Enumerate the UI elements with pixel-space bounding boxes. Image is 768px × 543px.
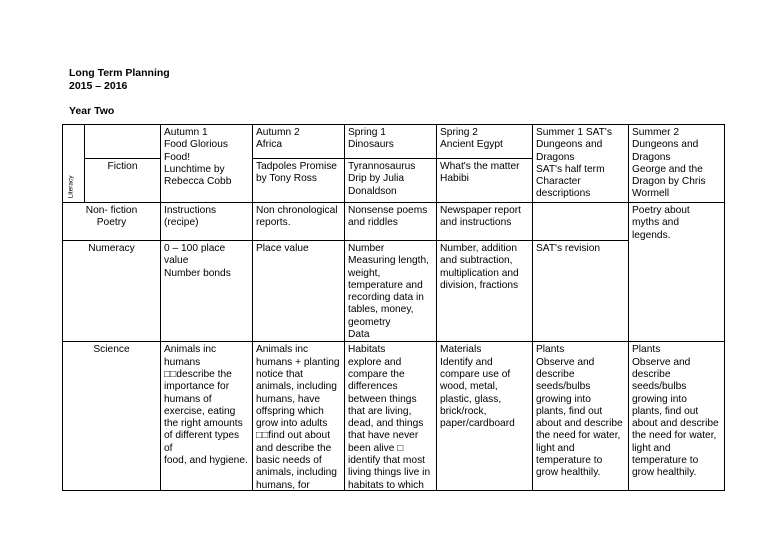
cell-line: exercise, eating	[164, 405, 236, 417]
nonfiction-autumn-2	[253, 203, 345, 241]
cell-line: growing into	[632, 393, 687, 405]
cell-line: humans	[164, 356, 201, 368]
numeracy-spring-2	[437, 241, 533, 342]
cell-line: George and the	[632, 163, 703, 175]
cell-line: Spring 2	[440, 127, 478, 138]
row-numeracy	[63, 241, 725, 342]
cell-line: Autumn 2	[256, 127, 300, 138]
cell-line: recording data in	[348, 292, 424, 304]
fiction-label: Fiction	[85, 159, 161, 203]
cell-line: Place value	[256, 243, 309, 254]
topics-label-cell	[85, 125, 161, 159]
cell-line: the need for water,	[536, 430, 621, 442]
cell-line: Identify and	[440, 356, 493, 368]
science-autumn-1	[161, 342, 253, 491]
cell-line: Lunchtime by	[164, 163, 225, 175]
cell-line: division, fractions	[440, 279, 519, 291]
cell-line: the need for water,	[632, 430, 717, 442]
cell-line: Materials	[440, 344, 482, 356]
cell-line: value	[164, 255, 189, 267]
literacy-label: Literacy	[67, 175, 75, 198]
fiction-spring-2	[437, 159, 533, 203]
cell-line: Measuring length,	[348, 255, 429, 267]
cell-line: Africa	[256, 139, 283, 151]
science-summer-2	[629, 342, 725, 491]
cell-line: Summer 2	[632, 127, 679, 138]
nonfiction-summer-2	[629, 203, 725, 342]
cell-line: Observe and	[536, 356, 595, 368]
cell-line: Dragons	[632, 151, 671, 163]
cell-line: describe	[536, 368, 575, 380]
cell-line: describe	[632, 368, 671, 380]
cell-line: about and describe	[536, 418, 623, 430]
cell-line: legends.	[632, 229, 671, 241]
cell-line: multiplication and	[440, 267, 519, 279]
nonfiction-spring-2	[437, 203, 533, 241]
cell-line: What's the matter	[440, 161, 520, 172]
cell-line: descriptions	[536, 188, 591, 200]
cell-line: been alive □	[348, 442, 404, 454]
cell-line: Character	[536, 176, 581, 188]
cell-line: seeds/bulbs	[536, 381, 591, 393]
topic-spring-2	[437, 125, 533, 159]
nonfiction-label	[63, 203, 161, 241]
cell-line: habitats to which	[348, 479, 424, 491]
cell-line: Spring 1	[348, 127, 386, 138]
nonfiction-spring-1	[345, 203, 437, 241]
cell-line: Food Glorious	[164, 139, 228, 151]
cell-line: light and	[536, 442, 575, 454]
cell-line: Wormell	[632, 188, 670, 200]
cell-line: Plants	[632, 344, 661, 356]
cell-line: paper/cardboard	[440, 418, 515, 430]
cell-line: compare the	[348, 368, 405, 380]
cell-line: Summer 1 SAT's	[536, 127, 612, 138]
cell-line: geometry	[348, 316, 391, 328]
cell-line: Poetry	[96, 217, 127, 229]
cell-line: Ancient Egypt	[440, 139, 503, 151]
cell-line: Instructions	[164, 205, 217, 216]
cell-line: temperature to	[632, 455, 699, 467]
cell-line: compare use of	[440, 368, 511, 380]
science-spring-1	[345, 342, 437, 491]
row-nonfiction	[63, 203, 725, 241]
cell-line: food, and hygiene.	[164, 455, 248, 467]
planning-title: Long Term Planning	[69, 67, 170, 79]
cell-line: Plants	[536, 344, 565, 356]
planning-table	[62, 124, 725, 491]
cell-line: Dungeons and	[632, 139, 699, 151]
cell-line: about and describe	[632, 418, 719, 430]
year-group: Year Two	[69, 105, 115, 117]
cell-line: identify that most	[348, 455, 426, 467]
cell-line: Observe and	[632, 356, 691, 368]
numeracy-autumn-1	[161, 241, 253, 342]
cell-line: Tyrannosaurus	[348, 161, 416, 172]
topic-summer-2	[629, 125, 725, 203]
cell-line: Drip by Julia	[348, 173, 405, 185]
cell-line: and instructions	[440, 217, 512, 229]
cell-line: humans, for	[256, 479, 310, 491]
cell-line: Dragon by Chris	[632, 176, 706, 188]
cell-line: temperature and	[348, 279, 423, 291]
cell-line: grow into adults	[256, 418, 328, 430]
cell-line: Newspaper report	[440, 205, 521, 216]
science-label: Science	[63, 342, 161, 491]
cell-line: Habitats	[348, 344, 386, 356]
cell-line: wood, metal,	[440, 381, 498, 393]
cell-line: differences	[348, 381, 398, 393]
cell-line: that have never	[348, 430, 419, 442]
topic-summer-1	[533, 125, 629, 203]
cell-line: Autumn 1	[164, 127, 208, 138]
cell-line: explore and	[348, 356, 402, 368]
cell-line: humans, have	[256, 393, 320, 405]
planning-years: 2015 – 2016	[69, 80, 128, 92]
cell-line: Number, addition	[440, 243, 518, 254]
cell-line: of different types of	[164, 430, 240, 454]
cell-line: myths and	[632, 217, 679, 229]
cell-line: SAT's revision	[536, 243, 601, 254]
cell-line: Animals inc	[164, 344, 217, 356]
cell-line: □□describe the	[164, 368, 232, 380]
cell-line: and riddles	[348, 217, 398, 229]
cell-line: Number	[348, 243, 385, 254]
cell-line: □□find out about	[256, 430, 331, 442]
cell-line: grow healthily.	[536, 467, 601, 479]
cell-line: Food!	[164, 151, 191, 163]
cell-line: Number bonds	[164, 267, 231, 279]
row-topics	[63, 125, 725, 159]
cell-line: and subtraction,	[440, 255, 513, 267]
cell-line: plants, find out	[632, 405, 699, 417]
cell-line: Non chronological	[256, 205, 338, 216]
cell-line: animals, including	[256, 381, 337, 393]
cell-line: grow healthily.	[632, 467, 697, 479]
cell-line: offspring which	[256, 405, 324, 417]
fiction-spring-1	[345, 159, 437, 203]
cell-line: Dragons	[536, 151, 575, 163]
cell-line: by Tony Ross	[256, 173, 317, 185]
cell-line: plants, find out	[536, 405, 603, 417]
literacy-label-cell	[63, 125, 85, 203]
numeracy-summer-1	[533, 241, 629, 342]
cell-line: between things	[348, 393, 417, 405]
cell-line: Donaldson	[348, 185, 397, 197]
cell-line: weight,	[348, 267, 381, 279]
cell-line: Data	[348, 329, 370, 341]
topic-autumn-1	[161, 125, 253, 203]
nonfiction-summer-1	[533, 203, 629, 241]
cell-line: plastic, glass,	[440, 393, 502, 405]
cell-line: that are living,	[348, 405, 412, 417]
cell-line: notice that	[256, 368, 304, 380]
fiction-autumn-2	[253, 159, 345, 203]
cell-line: tables, money,	[348, 304, 414, 316]
cell-line: (recipe)	[164, 217, 199, 229]
cell-line: Dinosaurs	[348, 139, 394, 151]
nonfiction-autumn-1	[161, 203, 253, 241]
cell-line: SAT's half term	[536, 163, 605, 175]
cell-line: basic needs of	[256, 455, 322, 467]
cell-line: Non- fiction	[85, 205, 138, 216]
science-autumn-2	[253, 342, 345, 491]
science-spring-2	[437, 342, 533, 491]
cell-line: 0 – 100 place	[164, 243, 226, 254]
cell-line: brick/rock,	[440, 405, 487, 417]
cell-line: living things live in	[348, 467, 431, 479]
cell-line: Dungeons and	[536, 139, 603, 151]
cell-line: seeds/bulbs	[632, 381, 687, 393]
numeracy-autumn-2	[253, 241, 345, 342]
cell-line: Habibi	[440, 173, 469, 185]
topic-autumn-2	[253, 125, 345, 159]
topic-spring-1	[345, 125, 437, 159]
science-summer-1	[533, 342, 629, 491]
cell-line: and describe the	[256, 442, 332, 454]
cell-line: growing into	[536, 393, 591, 405]
cell-line: animals, including	[256, 467, 337, 479]
cell-line: Nonsense poems	[348, 205, 428, 216]
cell-line: Animals inc	[256, 344, 309, 356]
cell-line: light and	[632, 442, 671, 454]
cell-line: the right amounts	[164, 418, 243, 430]
numeracy-label: Numeracy	[63, 241, 161, 342]
cell-line: reports.	[256, 217, 291, 229]
cell-line: humans + planting	[256, 356, 340, 368]
cell-line: Poetry about	[632, 205, 690, 216]
cell-line: temperature to	[536, 455, 603, 467]
numeracy-spring-1	[345, 241, 437, 342]
row-science	[63, 342, 725, 491]
cell-line: humans of	[164, 393, 212, 405]
cell-line: importance for	[164, 381, 230, 393]
cell-line: Tadpoles Promise	[256, 161, 337, 172]
cell-line: dead, and things	[348, 418, 424, 430]
cell-line: Rebecca Cobb	[164, 176, 232, 188]
